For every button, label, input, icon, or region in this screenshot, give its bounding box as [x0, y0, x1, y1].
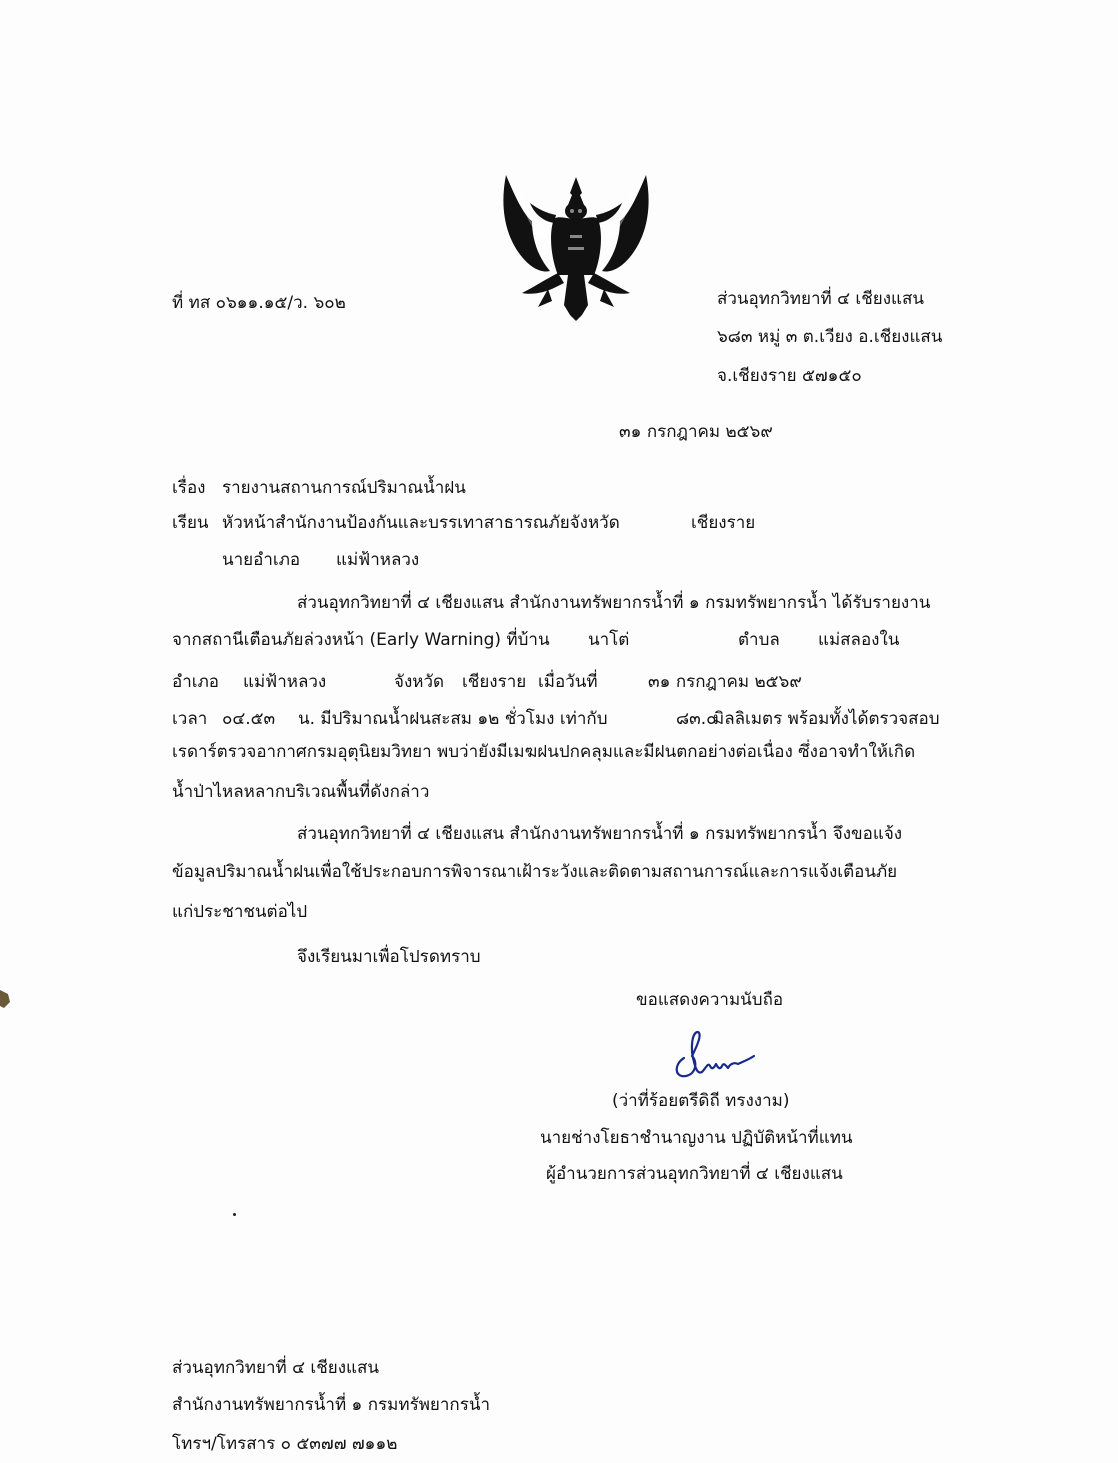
time-label: เวลา — [172, 709, 208, 729]
province-label: จังหวัด — [394, 672, 445, 692]
paragraph2-line1: ส่วนอุทกวิทยาที่ ๔ เชียงแสน สำนักงานทรัพยากรน้ำที่ ๑ กรมทรัพยากรน้ำ จึงขอแจ้ง — [297, 824, 903, 844]
paragraph1-line1: ส่วนอุทกวิทยาที่ ๔ เชียงแสน สำนักงานทรัพยากรน้ำที่ ๑ กรมทรัพยากรน้ำ ได้รับรายงาน — [297, 593, 931, 613]
footer-line1: ส่วนอุทกวิทยาที่ ๔ เชียงแสน — [172, 1358, 379, 1378]
office-address-line3: จ.เชียงราย ๕๗๑๕๐ — [717, 366, 862, 386]
signatory-position2: ผู้อำนวยการส่วนอุทกวิทยาที่ ๔ เชียงแสน — [546, 1164, 843, 1184]
village-name: นาโต่ — [588, 630, 630, 650]
regards-text: ขอแสดงความนับถือ — [636, 990, 784, 1010]
date-label: เมื่อวันที่ — [538, 672, 598, 692]
office-address-line2: ๖๘๓ หมู่ ๓ ต.เวียง อ.เชียงแสน — [717, 327, 943, 347]
tambon-name: แม่สลองใน — [818, 630, 900, 650]
signatory-name: (ว่าที่ร้อยตรีดิถี ทรงงาม) — [612, 1091, 790, 1111]
paragraph2-line3: แก่ประชาชนต่อไป — [172, 902, 308, 922]
paragraph1-line2-a: จากสถานีเตือนภัยล่วงหน้า (Early Warning) ที่บ้าน — [172, 630, 550, 650]
signatory-position1: นายช่างโยธาชำนาญงาน ปฏิบัติหน้าที่แทน — [540, 1128, 853, 1148]
recipient-line1: หัวหน้าสำนักงานป้องกันและบรรเทาสาธารณภัยจังหวัด — [222, 513, 620, 533]
reference-number: ที่ ทส ๐๖๑๑.๑๕/ว. ๖๐๒ — [172, 293, 346, 313]
report-date: ๓๑ กรกฎาคม ๒๕๖๙ — [648, 672, 802, 692]
paragraph1-line5: เรดาร์ตรวจอากาศกรมอุตุนิยมวิทยา พบว่ายังมีเมฆฝนปกคลุมและมีฝนตกอย่างต่อเนื่อง ซึ่งอาจทำให้เกิด — [172, 742, 916, 762]
paragraph1-line4-mid: น. มีปริมาณน้ำฝนสะสม ๑๒ ชั่วโมง เท่ากับ — [298, 709, 608, 729]
handwritten-signature — [668, 1028, 758, 1084]
paragraph1-line4-end: มิลลิเมตร พร้อมทั้งได้ตรวจสอบ — [713, 709, 940, 729]
recipient-province: เชียงราย — [691, 513, 756, 533]
footer-line2: สำนักงานทรัพยากรน้ำที่ ๑ กรมทรัพยากรน้ำ — [172, 1395, 491, 1415]
tambon-label: ตำบล — [738, 630, 780, 650]
amphoe-name: แม่ฟ้าหลวง — [243, 672, 327, 692]
subject-text: รายงานสถานการณ์ปริมาณน้ำฝน — [222, 478, 466, 498]
closing-line: จึงเรียนมาเพื่อโปรดทราบ — [297, 947, 481, 967]
paragraph2-line2: ข้อมูลปริมาณน้ำฝนเพื่อใช้ประกอบการพิจารณาเฝ้าระวังและติดตามสถานการณ์และการแจ้งเตือนภัย — [172, 862, 898, 882]
footer-line3: โทรฯ/โทรสาร ๐ ๕๓๗๗ ๗๑๑๒ — [172, 1434, 398, 1454]
garuda-emblem-icon — [498, 165, 654, 325]
scan-speck — [233, 1213, 236, 1216]
office-address-line1: ส่วนอุทกวิทยาที่ ๔ เชียงแสน — [717, 289, 924, 309]
edge-mark — [0, 988, 12, 1010]
report-time: ๐๔.๕๓ — [222, 709, 276, 729]
subject-label: เรื่อง — [172, 478, 206, 498]
paragraph1-line6: น้ำป่าไหลหลากบริเวณพื้นที่ดังกล่าว — [172, 782, 430, 802]
recipient-line2-district: แม่ฟ้าหลวง — [336, 550, 420, 570]
recipient-line2-title: นายอำเภอ — [222, 550, 301, 570]
letter-date: ๓๑ กรกฎาคม ๒๕๖๙ — [619, 422, 773, 442]
rainfall-value: ๘๓.๐ — [676, 709, 717, 729]
recipient-label: เรียน — [172, 513, 209, 533]
amphoe-label: อำเภอ — [172, 672, 219, 692]
province-name: เชียงราย — [462, 672, 527, 692]
